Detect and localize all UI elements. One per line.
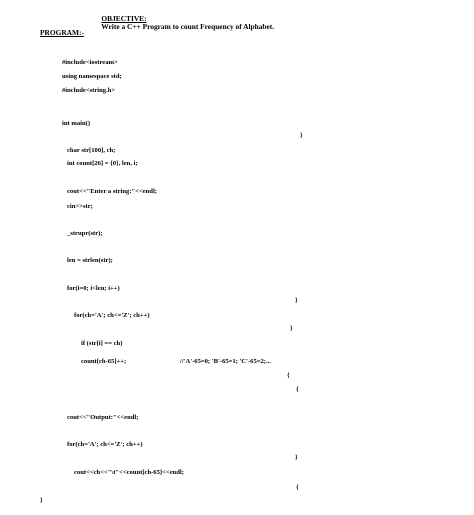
code-main-decl: int main() (62, 120, 91, 127)
code-brace-close-2: } (295, 297, 298, 304)
code-brace-open-1: { (287, 372, 290, 379)
objective-label: OBJECTIVE: (101, 14, 147, 24)
code-cin-str: cin>>str; (67, 203, 93, 210)
code-strupr-call: _strupr(str); (67, 230, 103, 237)
code-for-print: for(ch='A'; ch<='Z'; ch++) (67, 441, 143, 448)
code-brace-close-3: } (290, 325, 293, 332)
code-brace-open-3: { (296, 484, 299, 491)
code-using-namespace: using namespace std; (62, 73, 122, 80)
code-include-iostream: #include<iostream> (62, 59, 118, 66)
code-cout-line: cout<<ch<<"\t"<<count[ch-65]<<endl; (74, 469, 184, 476)
code-for-inner: for(ch='A'; ch<='Z'; ch++) (74, 312, 150, 319)
code-final-brace: } (40, 497, 43, 504)
code-comment: //'A'-65=0; 'B'-65=1; 'C'-65=2;... (180, 358, 271, 365)
code-int-decl: int count[26] = {0}, len, i; (67, 160, 138, 167)
objective-text: Write a C++ Program to count Frequency of Alphabet. (101, 21, 275, 31)
code-brace-open-2: { (296, 386, 299, 393)
code-cout-prompt: cout<<"Enter a string:"<<endl; (67, 188, 157, 195)
code-include-string: #include<string.h> (62, 87, 116, 94)
code-char-decl: char str[100], ch; (67, 147, 116, 154)
code-brace-close-4: } (295, 454, 298, 461)
code-cout-output: cout<<"Output:"<<endl; (67, 414, 139, 421)
code-for-outer: for(i=0; i<len; i++) (67, 285, 120, 292)
code-strlen-call: len = strlen(str); (67, 257, 113, 264)
objective-line (94, 8, 274, 38)
code-if-stmt: if (str[i] == ch) (81, 340, 123, 347)
code-brace-close-1: } (300, 132, 303, 139)
program-label: PROGRAM:- (40, 28, 84, 37)
code-count-incr: count[ch-65]++; (81, 358, 127, 365)
